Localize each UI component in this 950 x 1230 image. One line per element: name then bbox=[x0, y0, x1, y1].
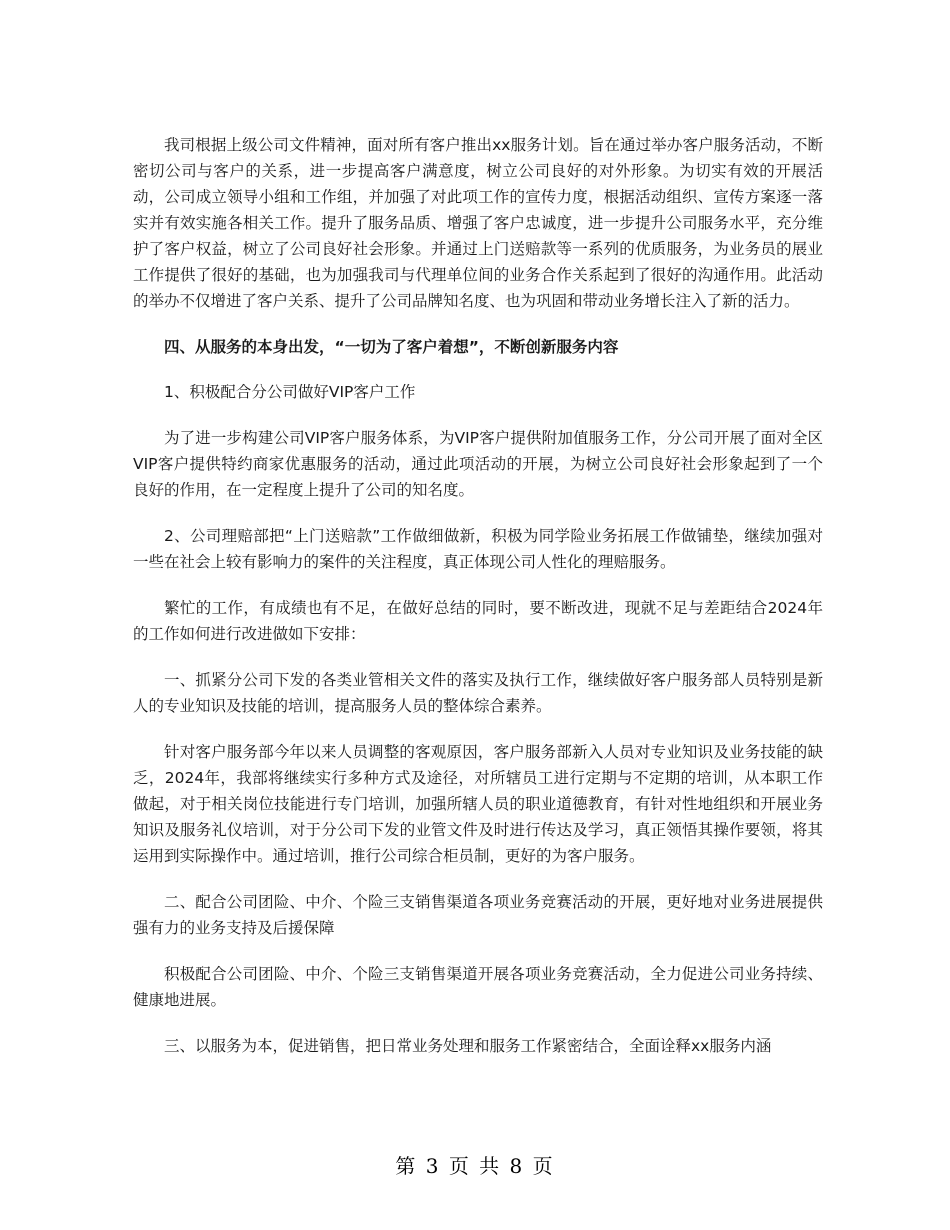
paragraph-service-plan: 我司根据上级公司文件精神，面对所有客户推出xx服务计划。旨在通过举办客户服务活动，不断密切公司与客户的关系，进一步提高客户满意度，树立公司良好的对外形象。为切实有效的开展活动，公司成立领导小组和工作组，并加强了对此项工作的宣传力度，根据活动组织、宣传方案逐一落实并有效实施各相关工作。提升了服务品质、增强了客户忠诚度，进一步提升公司服务水平，充分维护了客户权益，树立了公司良好社会形象。并通过上门送赔款等一系列的优质服务，为业务员的展业工作提供了很好的基础，也为加强我司与代理单位间的业务合作关系起到了很好的沟通作用。此活动的举办不仅增进了客户关系、提升了公司品牌知名度、也为巩固和带动业务增长注入了新的活力。 bbox=[133, 136, 823, 310]
paragraph-vip-service: 为了进一步构建公司VIP客户服务体系，为VIP客户提供附加值服务工作，分公司开展了面对全区VIP客户提供特约商家优惠服务的活动，通过此项活动的开展，为树立公司良好社会形象起到了一个良好的作用，在一定程度上提升了公司的知名度。 bbox=[133, 429, 823, 499]
document-body bbox=[133, 132, 823, 1079]
paragraph-plan-one: 一、抓紧分公司下发的各类业管相关文件的落实及执行工作，继续做好客户服务部人员特别是新人的专业知识及技能的培训，提高服务人员的整体综合素养。 bbox=[133, 671, 823, 715]
paragraph-plan-two: 二、配合公司团险、中介、个险三支销售渠道各项业务竞赛活动的开展，更好地对业务进展提供强有力的业务支持及后援保障 bbox=[133, 893, 823, 937]
paragraph-item-1: 1、积极配合分公司做好VIP客户工作 bbox=[164, 383, 416, 401]
paragraph-competition: 积极配合公司团险、中介、个险三支销售渠道开展各项业务竞赛活动，全力促进公司业务持续、健康地进展。 bbox=[133, 965, 823, 1009]
page-number-footer: 第 3 页 共 8 页 bbox=[395, 1154, 555, 1178]
paragraph-item-2: 2、公司理赔部把“上门送赔款”工作做细做新，积极为同学险业务拓展工作做铺垫，继续加强对一些在社会上较有影响力的案件的关注程度，真正体现公司人性化的理赔服务。 bbox=[133, 527, 823, 571]
paragraph-improvement-intro: 繁忙的工作，有成绩也有不足，在做好总结的同时，要不断改进，现就不足与差距结合2024年的工作如何进行改进做如下安排： bbox=[133, 599, 823, 643]
paragraph-plan-three: 三、以服务为本，促进销售，把日常业务处理和服务工作紧密结合，全面诠释xx服务内涵 bbox=[164, 1037, 772, 1055]
section-heading-four: 四、从服务的本身出发，“一切为了客户着想”，不断创新服务内容 bbox=[164, 338, 619, 356]
paragraph-training: 针对客户服务部今年以来人员调整的客观原因，客户服务部新入人员对专业知识及业务技能的缺乏，2024年，我部将继续实行多种方式及途径，对所辖员工进行定期与不定期的培训，从本职工作做起，对于相关岗位技能进行专门培训，加强所辖人员的职业道德教育，有针对性地组织和开展业务知识及服务礼仪培训，对于分公司下发的业管文件及时进行传达及学习，真正领悟其操作要领，将其运用到实际操作中。通过培训，推行公司综合柜员制，更好的为客户服务。 bbox=[133, 743, 823, 865]
